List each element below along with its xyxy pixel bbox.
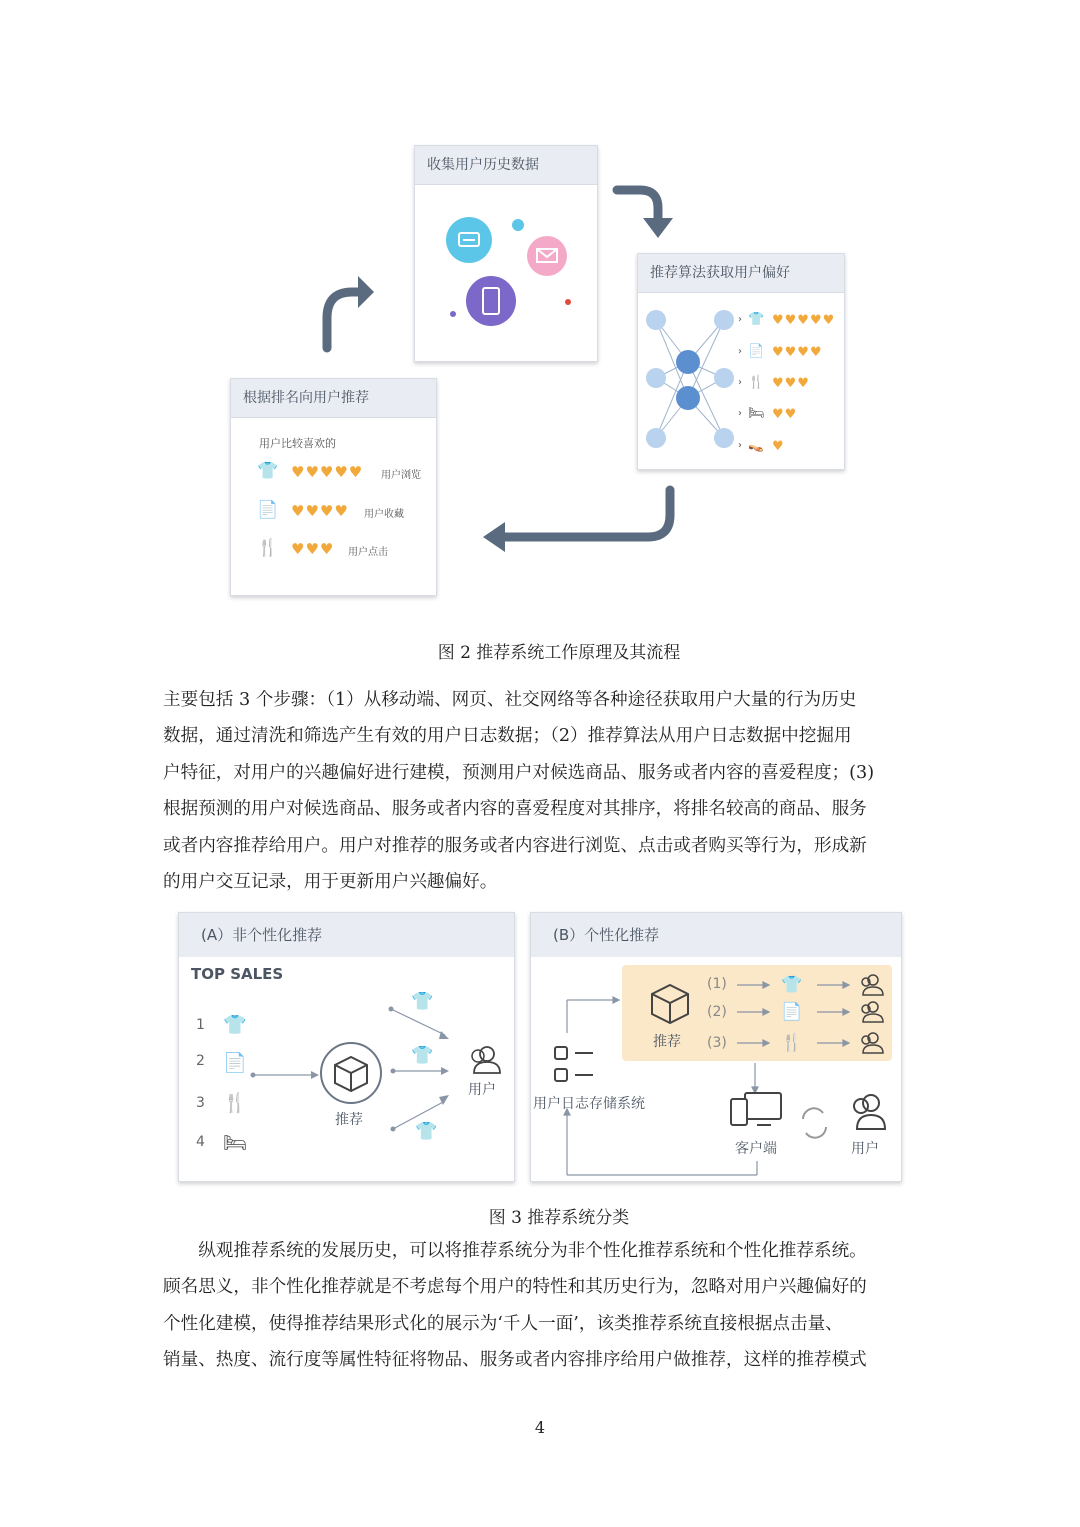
para1-line: 根据预测的用户对候选商品、服务或者内容的喜爱程度对其排序，将排名较高的商品、服务 (163, 799, 867, 820)
rank-row-3 (257, 538, 432, 562)
slippers-icon: 👡 (748, 438, 765, 453)
page-number: 4 (534, 1418, 546, 1437)
para1-line: 数据，通过清洗和筛选产生有效的用户日志数据；（2）推荐算法从用户日志数据中挖掘用 (163, 726, 852, 747)
para2-line: 个性化建模，使得推荐结果形式化的展示为‘千人一面’，该类推荐系统直接根据点击量、 (163, 1313, 843, 1334)
fig3-caption: 图 3 推荐系统分类 (488, 1208, 630, 1228)
log-system-label: 用户日志存储系统 (533, 1096, 645, 1112)
shirt-icon: 👕 (411, 1045, 434, 1066)
para2-line: 销量、热度、流行度等属性特征将物品、服务或者内容排序给用户做推荐，这样的推荐模式 (163, 1350, 867, 1371)
step-number: (2) (707, 1004, 727, 1020)
top-sales-label: TOP SALES (191, 965, 284, 983)
step-number: (1) (707, 976, 727, 992)
rank-number: 2 (196, 1053, 205, 1069)
heart-rating: ♥♥♥♥♥ (772, 313, 836, 328)
shirt-icon: 👕 (223, 1014, 247, 1036)
shirt-icon: 👕 (415, 1121, 438, 1142)
heart-rating: ♥♥ (772, 407, 798, 422)
recommend-label: 推荐 (653, 1034, 681, 1050)
heart-rating: ♥♥♥♥ (772, 345, 823, 360)
card-rank-title: 根据排名向用户推荐 (231, 379, 436, 418)
user-icon (854, 1095, 885, 1129)
paper-icon: 📄 (748, 344, 765, 359)
panel-non-personalized (178, 912, 515, 1182)
bed-icon: 🛏 (223, 1132, 248, 1154)
card-algorithm (637, 253, 845, 470)
collect-illustration (415, 184, 597, 360)
shirt-icon: 👕 (257, 461, 279, 481)
paper-icon: 📄 (257, 500, 279, 520)
user-label: 用户 (851, 1141, 879, 1157)
cube-icon (652, 985, 688, 1023)
heart-rating: ♥♥♥♥ (291, 502, 349, 520)
user-icon (467, 1045, 503, 1075)
rank-label: 用户点击 (348, 547, 388, 558)
cutlery-icon: 🍴 (257, 538, 279, 558)
paragraph-steps (163, 682, 918, 900)
panel-a-diagram (179, 913, 514, 1181)
algo-row-4: › 🛏 ♥♥ (738, 406, 798, 422)
user-label: 用户 (468, 1082, 496, 1098)
card-rank-recommend (230, 378, 437, 596)
para1-line: 户特征，对用户的兴趣偏好进行建模，预测用户对候选商品、服务或者内容的喜爱程度；(3) (163, 762, 875, 783)
panel-b-title: (B）个性化推荐 (531, 913, 901, 957)
para1-line: 的用户交互记录，用于更新用户兴趣偏好。 (163, 872, 498, 893)
neural-network-diagram (638, 292, 748, 468)
rank-subtitle: 用户比较喜欢的 (259, 437, 336, 450)
rank-row-1 (257, 461, 432, 485)
algo-row-5: › 👡 ♥ (738, 438, 785, 454)
para2-line: 纵观推荐系统的发展历史，可以将推荐系统分为非个性化推荐系统和个性化推荐系统。 (163, 1241, 867, 1261)
recommend-label: 推荐 (335, 1112, 363, 1128)
client-device-icon (731, 1093, 781, 1125)
heart-rating: ♥ (772, 439, 785, 454)
phone-icon-bubble (466, 276, 516, 326)
rank-label: 用户收藏 (364, 509, 404, 520)
list-icon (555, 1047, 593, 1081)
algo-row-3: › 🍴 ♥♥♥ (738, 375, 810, 391)
step-number: (3) (707, 1035, 727, 1051)
card-algorithm-title: 推荐算法获取用户偏好 (638, 254, 844, 293)
paper-icon: 📄 (223, 1052, 247, 1074)
card-collect-title: 收集用户历史数据 (415, 146, 597, 185)
paragraph-history (163, 1233, 918, 1379)
refresh-icon (803, 1108, 826, 1137)
bed-icon: 🛏 (748, 406, 765, 421)
cutlery-icon: 🍴 (781, 1033, 803, 1053)
rank-number: 1 (196, 1017, 205, 1033)
shirt-icon: 👕 (748, 312, 765, 327)
cutlery-icon: 🍴 (223, 1092, 247, 1114)
heart-rating: ♥♥♥♥♥ (291, 463, 364, 481)
shirt-icon: 👕 (781, 975, 803, 995)
para1-line: 或者内容推荐给用户。用户对推荐的服务或者内容进行浏览、点击或者购买等行为，形成新 (163, 835, 867, 856)
shirt-icon: 👕 (411, 991, 434, 1012)
rank-label: 用户浏览 (381, 470, 421, 481)
rank-row-2 (257, 500, 432, 524)
paper-icon: 📄 (781, 1002, 803, 1022)
rank-number: 3 (196, 1095, 205, 1111)
fig2-caption: 图 2 推荐系统工作原理及其流程 (437, 643, 681, 663)
heart-rating: ♥♥♥ (291, 540, 335, 558)
client-label: 客户端 (735, 1141, 777, 1157)
panel-personalized (530, 912, 902, 1182)
para1-line: 主要包括 3 个步骤：（1）从移动端、网页、社交网络等各种途径获取用户大量的行为历史 (163, 690, 857, 710)
algo-row-1: › 👕 ♥♥♥♥♥ (738, 312, 836, 328)
panel-a-title: (A）非个性化推荐 (179, 913, 514, 957)
para2-line: 顾名思义，非个性化推荐就是不考虑每个用户的特性和其历史行为，忽略对用户兴趣偏好的 (163, 1277, 867, 1298)
algo-row-2: › 📄 ♥♥♥♥ (738, 344, 823, 360)
card-collect-data (414, 145, 598, 362)
rank-number: 4 (196, 1134, 205, 1150)
heart-rating: ♥♥♥ (772, 376, 810, 391)
cutlery-icon: 🍴 (748, 375, 765, 390)
